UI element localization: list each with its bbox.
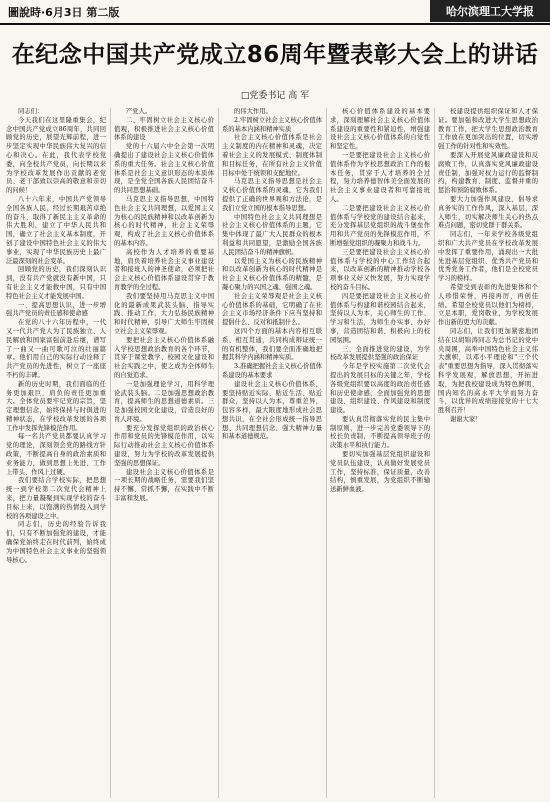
paragraph: 一是加强理论学习，用科学理论武装头脑。二是加强思想政治教育，提高师生的思想道德素质。三是加强校园文化建设，营造良好的育人环境。 bbox=[114, 380, 214, 423]
paragraph: 八十六年来，中国共产党领导全国各族人民，经过长期艰苦卓绝的奋斗，取得了新民主主义革命的伟大胜利，建立了中华人民共和国，确立了社会主义基本制度，开创了建设中国特色社会主义的伟大事业，实现了中华民族历史上最广泛最深刻的社会变革。 bbox=[6, 195, 106, 265]
column-divider bbox=[218, 108, 219, 798]
paragraph: 新的历史时期，我们面临的任务更加艰巨，肩负的责任更加重大。全体党员要牢记党的宗旨，坚定理想信念，始终保持与时俱进的精神状态，在学校改革发展的各项工作中发挥先锋模范作用。 bbox=[6, 380, 106, 432]
paragraph: 要切实加强基层党组织建设和党员队伍建设，认真做好发展党员工作，坚持标准，保证质量，改善结构，慎重发展，为党组织不断输送新鲜血液。 bbox=[330, 451, 430, 494]
article-title: 在纪念中国共产党成立86周年暨表彰大会上的讲话 bbox=[11, 42, 539, 68]
paragraph: 中国特色社会主义共同理想是社会主义核心价值体系的主题，它集中体现了最广大人民群众的根本利益和共同愿望，是激励全国各族人民团结奋斗的精神旗帜。 bbox=[222, 213, 322, 256]
paragraph: 马克思主义指导思想是社会主义核心价值体系的灵魂，它为我们提供了正确的世界观和方法论，是我们立党立国的根本指导思想。 bbox=[222, 178, 322, 212]
paragraph: 要把社会主义核心价值体系融入学校思想政治教育的各个环节，贯穿于课堂教学、校园文化建设和社会实践之中，使之成为全体师生的自觉追求。 bbox=[114, 336, 214, 379]
paragraph: 核心价值体系建设的基本要求，深刻理解社会主义核心价值体系建设的重要性和紧迫性，增强建设社会主义核心价值体系的自觉性和坚定性。 bbox=[330, 108, 430, 151]
paragraph: 今年是学校实施第二次党代会提出的发展目标的关键之年，学校各级党组织要以高度的政治责任感和历史使命感，全面加强党的思想建设、组织建设、作风建设和制度建设。 bbox=[330, 363, 430, 415]
paragraph: 的伟大作用。 bbox=[234, 108, 272, 115]
paragraph: 四是要把建设社会主义核心价值体系与构建和谐校园结合起来，坚持以人为本，关心师生的工作、学习和生活，为师生办实事、办好事，营造团结和谐、积极向上的校园氛围。 bbox=[330, 292, 430, 344]
paragraph: 要认真贯彻落实党的民主集中制原则，进一步完善党委领导下的校长负责制，不断提高领导班子的决策水平和执行能力。 bbox=[330, 415, 430, 450]
masthead: 哈尔滨理工大学报 bbox=[430, 0, 550, 22]
column-divider bbox=[434, 108, 435, 798]
paragraph: 马克思主义指导思想，中国特色社会主义共同理想，以爱国主义为核心的民族精神和以改革创新为核心的时代精神，社会主义荣辱观，构成了社会主义核心价值体系的基本内容。 bbox=[114, 195, 214, 247]
paragraph: 我们要结合学校实际，把思想统一到学校第二次党代会精神上来，把力量凝聚到实现学校的奋斗目标上来，以饱满的热情投入到学校的各项建设之中。 bbox=[6, 477, 106, 520]
paragraph: 同志们： bbox=[18, 108, 44, 115]
paragraph: 要深入开展党风廉政建设和反腐败工作，认真落实党风廉政建设责任制，加强对权力运行的监督制约，构建教育、制度、监督并重的惩治和预防腐败体系。 bbox=[438, 151, 538, 195]
paragraph: 校建设提供组织保证和人才保证。要加强和改进大学生思想政治教育工作，把大学生思想政治教育工作放在更加突出的位置，切实增强工作的针对性和实效性。 bbox=[438, 108, 538, 151]
page-header bbox=[0, 0, 550, 24]
paragraph: 这四个方面的基本内容相互联系、相互贯通，共同构成辩证统一的有机整体，我们要全面准确地把握其科学内涵和精神实质。 bbox=[222, 327, 322, 362]
article-body bbox=[6, 108, 544, 798]
paragraph: 要充分发挥党组织的政治核心作用和党员的先锋模范作用，以实际行动推动社会主义核心价值体系建设，努力为学校的改革发展提供坚强的思想保证。 bbox=[114, 424, 214, 467]
paragraph: 在党的八十六年历程中，一代又一代共产党人为了民族独立、人民解放和国家富强前赴后继，谱写了一曲又一曲可歌可泣的壮丽篇章。他们用自己的实际行动诠释了共产党员的先进性，树立了一座座不朽的丰碑。 bbox=[6, 319, 106, 379]
paragraph: 产党人。 bbox=[126, 108, 152, 115]
paragraph: 希望受到表彰的先进集体和个人珍惜荣誉，再接再厉，再创佳绩。希望全校党员以他们为榜样，立足本职，爱岗敬业，为学校发展作出新的更大的贡献。 bbox=[438, 283, 538, 327]
paragraph: 今天我们在这里隆重集会，纪念中国共产党成立86周年，共同回顾党的历史，展望光辉前程，进一步坚定实现中华民族伟大复兴的信心和决心。在此，我代表学校党委，向全校共产党员，向长期以来为学校改革发展作出贡献的老党员、老干部致以崇高的敬意和亲切的问候！ bbox=[6, 116, 106, 195]
paragraph: 我们要坚持用马克思主义中国化的最新成果武装头脑、指导实践、推动工作，大力弘扬民族精神和时代精神，引导广大师生牢固树立社会主义荣辱观。 bbox=[114, 292, 214, 335]
paragraph: 二、牢固树立社会主义核心价值观，积极推进社会主义核心价值体系的建设 bbox=[114, 116, 214, 142]
paragraph: 一、提高思想认识，进一步增强共产党员的责任感和使命感 bbox=[6, 301, 106, 318]
text-column-3 bbox=[222, 108, 322, 798]
paragraph: 3.准确把握社会主义核心价值体系建设的基本要求 bbox=[222, 363, 322, 379]
paragraph: 同志们，历史的经验告诉我们，只有不断加强党的建设，才能确保党始终走在时代前列，始终成为中国特色社会主义事业的坚强领导核心。 bbox=[6, 521, 106, 564]
paragraph: 每一名共产党员都要认真学习党的理论，深刻领会党的路线方针政策，不断提高自身的政治素质和业务能力，做到思想上先进、工作上带头、作风上过硬。 bbox=[6, 433, 106, 476]
paragraph: 建设社会主义核心价值体系是一项长期的战略任务，需要我们坚持不懈、常抓不懈，在实践中不断丰富和发展。 bbox=[114, 468, 214, 503]
paragraph: 2.牢固树立社会主义核心价值体系的基本内涵和精神实质 bbox=[222, 116, 322, 133]
paragraph: 建设社会主义核心价值体系，要坚持贴近实际、贴近生活、贴近群众，坚持以人为本，尊重差异，包容多样，最大限度地形成社会思想共识，在全社会形成统一指导思想、共同理想信念、强大精神力量和基本道德规范。 bbox=[222, 380, 322, 441]
text-column-2 bbox=[114, 108, 214, 798]
paragraph: 社会主义荣辱观是社会主义核心价值体系的基础，它明确了在社会主义市场经济条件下应当坚持和提倡什么、反对和抵制什么。 bbox=[222, 292, 322, 327]
paragraph: 回顾党的历史，我们深刻认识到，没有共产党就没有新中国，只有社会主义才能救中国，只有中国特色社会主义才能发展中国。 bbox=[6, 266, 106, 300]
header-rule bbox=[0, 23, 550, 25]
text-column-1 bbox=[6, 108, 106, 798]
paragraph: 同志们，让我们更加紧密地团结在以胡锦涛同志为总书记的党中央周围，高举中国特色社会主义伟大旗帜，以邓小平理论和"三个代表"重要思想为指导，深入贯彻落实科学发展观，解放思想，开拓进取，为把我校建设成为特色鲜明、国内知名的高水平大学而努力奋斗，以优异的成绩迎接党的十七大胜利召开！ bbox=[438, 327, 538, 415]
text-column-4 bbox=[330, 108, 430, 798]
column-divider bbox=[110, 108, 111, 798]
paragraph: 社会主义核心价值体系是社会主义制度的内在精神和灵魂，决定着社会主义的发展模式、制度体制和目标任务，在所有社会主义价值目标中处于统领和支配地位。 bbox=[222, 134, 322, 177]
paragraph: 二是要把建设社会主义核心价值体系与学校党的建设结合起来，充分发挥基层党组织的战斗堡垒作用和共产党员的先锋模范作用，不断增强党组织的凝聚力和战斗力。 bbox=[330, 204, 430, 247]
article-byline: □党委书记 高 军 bbox=[240, 91, 310, 101]
column-divider bbox=[326, 108, 327, 798]
paragraph: 一是要把建设社会主义核心价值体系作为学校思想政治工作的根本任务，贯穿于人才培养的全过程，努力培养德智体美全面发展的社会主义事业建设者和可靠接班人。 bbox=[330, 151, 430, 203]
paragraph: 三是要把建设社会主义核心价值体系与学校的中心工作结合起来，以改革创新的精神推动学校各项事业又好又快发展，努力实现学校的奋斗目标。 bbox=[330, 248, 430, 291]
issue-date-edition: 圖說時·6月3日 第二版 bbox=[8, 6, 120, 19]
paragraph: 党的十六届六中全会第一次明确提出了建设社会主义核心价值体系的重大任务。社会主义核心价值体系是社会主义意识形态的本质体现，是全党全国各族人民团结奋斗的共同思想基础。 bbox=[114, 143, 214, 195]
paragraph: 高校作为人才培养的重要基地，肩负着培养社会主义事业建设者和接班人的神圣使命，必须把社会主义核心价值体系建设贯穿于教育教学的全过程。 bbox=[114, 248, 214, 291]
paragraph: 要大力加强作风建设，倡导求真务实的工作作风，深入基层，深入师生，切实解决师生关心的热点难点问题，密切党群干群关系。 bbox=[438, 195, 538, 230]
paragraph: 以爱国主义为核心的民族精神和以改革创新为核心的时代精神是社会主义核心价值体系的精髓，是凝心聚力的兴国之魂、强国之魂。 bbox=[222, 257, 322, 291]
paragraph: 同志们，一年来学校各级党组织和广大共产党员在学校改革发展中发挥了重要作用，涌现出一大批先进基层党组织、优秀共产党员和优秀党务工作者，他们是全校党员学习的榜样。 bbox=[438, 231, 538, 283]
text-column-5 bbox=[438, 108, 538, 798]
paragraph: 谢谢大家！ bbox=[450, 415, 482, 423]
paragraph: 三、全面推进党的建设，为学校改革发展提供坚强的政治保证 bbox=[330, 345, 430, 362]
